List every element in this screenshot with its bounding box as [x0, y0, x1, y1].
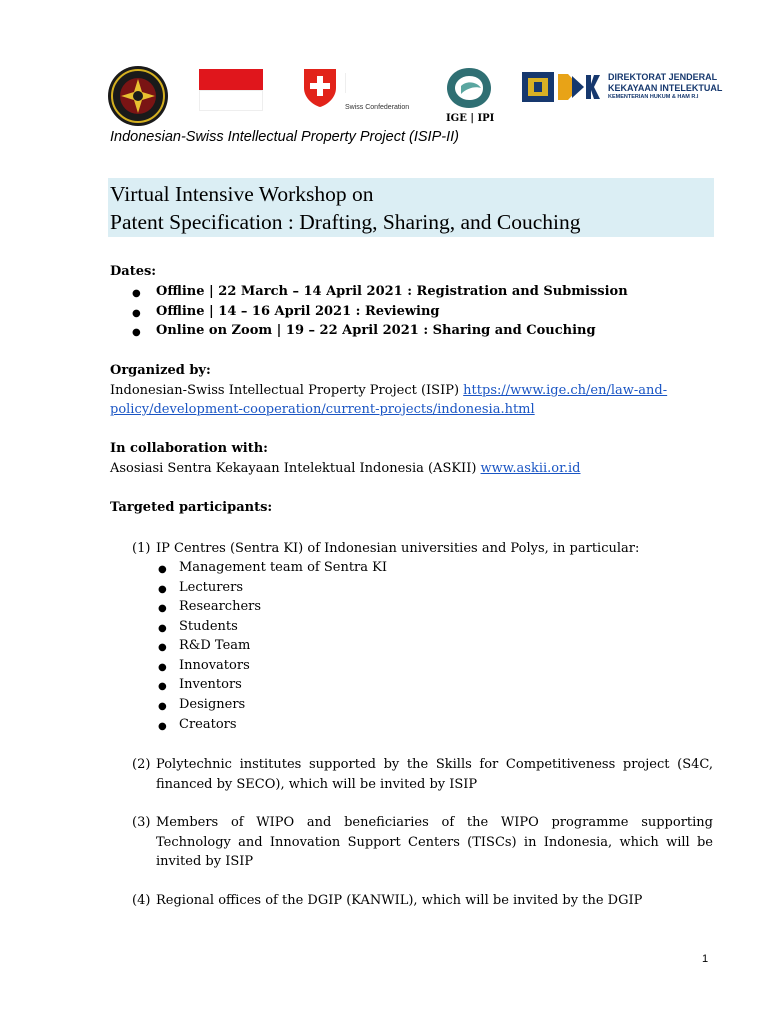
bullet-icon: ●: [158, 642, 167, 653]
participant-group-text: Regional offices of the DGIP (KANWIL), which will be invited by the DGIP: [156, 893, 643, 908]
ige-link[interactable]: https://www.ige.ch/en/law-and-: [463, 383, 668, 398]
sub-item: Designers: [179, 697, 246, 712]
organizer-text: Indonesian-Swiss Intellectual Property Project (ISIP): [110, 383, 460, 398]
collaboration-section: [110, 439, 714, 479]
bullet-icon: ●: [132, 327, 141, 338]
sub-item: R&D Team: [179, 638, 251, 653]
dgip-emblem-icon: [522, 72, 554, 102]
dgip-line3: KEMENTERIAN HUKUM & HAM R.I: [608, 94, 699, 100]
dates-heading: Dates:: [110, 264, 157, 279]
ige-link-continued[interactable]: policy/development-cooperation/current-projects/indonesia.html: [110, 402, 535, 417]
item-number: (3): [132, 815, 151, 830]
item-number: (4): [132, 893, 151, 908]
ige-ipi-logo: [445, 66, 497, 130]
bullet-icon: ●: [132, 308, 141, 319]
dgip-logo: [522, 70, 723, 104]
date-item: Offline | 22 March – 14 April 2021 : Registration and Submission: [156, 284, 628, 299]
participant-group-text: IP Centres (Sentra KI) of Indonesian universities and Polys, in particular:: [156, 541, 640, 556]
date-item: Offline | 14 – 16 April 2021 : Reviewing: [156, 304, 440, 319]
date-item: Online on Zoom | 19 – 22 April 2021 : Sharing and Couching: [156, 323, 596, 338]
bullet-icon: ●: [158, 623, 167, 634]
bullet-icon: ●: [158, 721, 167, 732]
bullet-icon: ●: [158, 584, 167, 595]
bullet-icon: ●: [158, 564, 167, 575]
dgip-line1: DIREKTORAT JENDERAL: [608, 72, 718, 82]
project-subtitle: Indonesian-Swiss Intellectual Property Project (ISIP-II): [110, 129, 459, 145]
sub-item: Creators: [179, 717, 237, 732]
university-seal-icon: [107, 65, 169, 127]
organized-section: [110, 361, 714, 421]
collaboration-heading: In collaboration with:: [110, 441, 268, 456]
collaborator-text: Asosiasi Sentra Kekayaan Intelektual Indonesia (ASKII): [110, 461, 477, 476]
participants-section: [0, 498, 768, 918]
ige-ipi-caption: IGE | IPI: [446, 113, 495, 124]
sub-item: Researchers: [179, 599, 262, 614]
bullet-icon: ●: [158, 701, 167, 712]
dgip-line2: KEKAYAAN INTELEKTUAL: [608, 83, 723, 93]
page-number: 1: [702, 953, 709, 965]
indonesia-flag-icon: [199, 69, 263, 111]
sub-item: Innovators: [179, 658, 250, 673]
swiss-confederation-logo: [303, 68, 423, 120]
bullet-icon: ●: [158, 603, 167, 614]
dates-section: [110, 262, 710, 342]
bullet-icon: ●: [158, 662, 167, 673]
participant-group-text: Polytechnic institutes supported by the Skills for Competitiveness project (S4C, financed by SECO), which will be invited by ISIP: [156, 757, 713, 792]
bullet-icon: ●: [158, 681, 167, 692]
item-number: (1): [132, 541, 151, 556]
bullet-icon: ●: [132, 288, 141, 299]
organized-heading: Organized by:: [110, 363, 211, 378]
participants-heading: Targeted participants:: [110, 500, 273, 515]
logo-bar: [0, 60, 768, 140]
title-line-1: Virtual Intensive Workshop on: [110, 182, 374, 206]
sub-item: Lecturers: [179, 580, 243, 595]
sub-item: Inventors: [179, 677, 242, 692]
participant-group-text: Members of WIPO and beneficiaries of the WIPO programme supporting Technology and Innovation Support Centers (TISCs) in Indonesia, which will be invited by ISIP: [156, 815, 713, 869]
title-box: [108, 178, 714, 237]
swiss-logo-caption: Swiss Confederation: [345, 104, 410, 111]
sub-item: Management team of Sentra KI: [179, 560, 387, 575]
sub-item: Students: [179, 619, 238, 634]
askii-link[interactable]: www.askii.or.id: [480, 461, 581, 476]
title-line-2: Patent Specification : Drafting, Sharing, and Couching: [110, 210, 581, 234]
item-number: (2): [132, 757, 151, 772]
